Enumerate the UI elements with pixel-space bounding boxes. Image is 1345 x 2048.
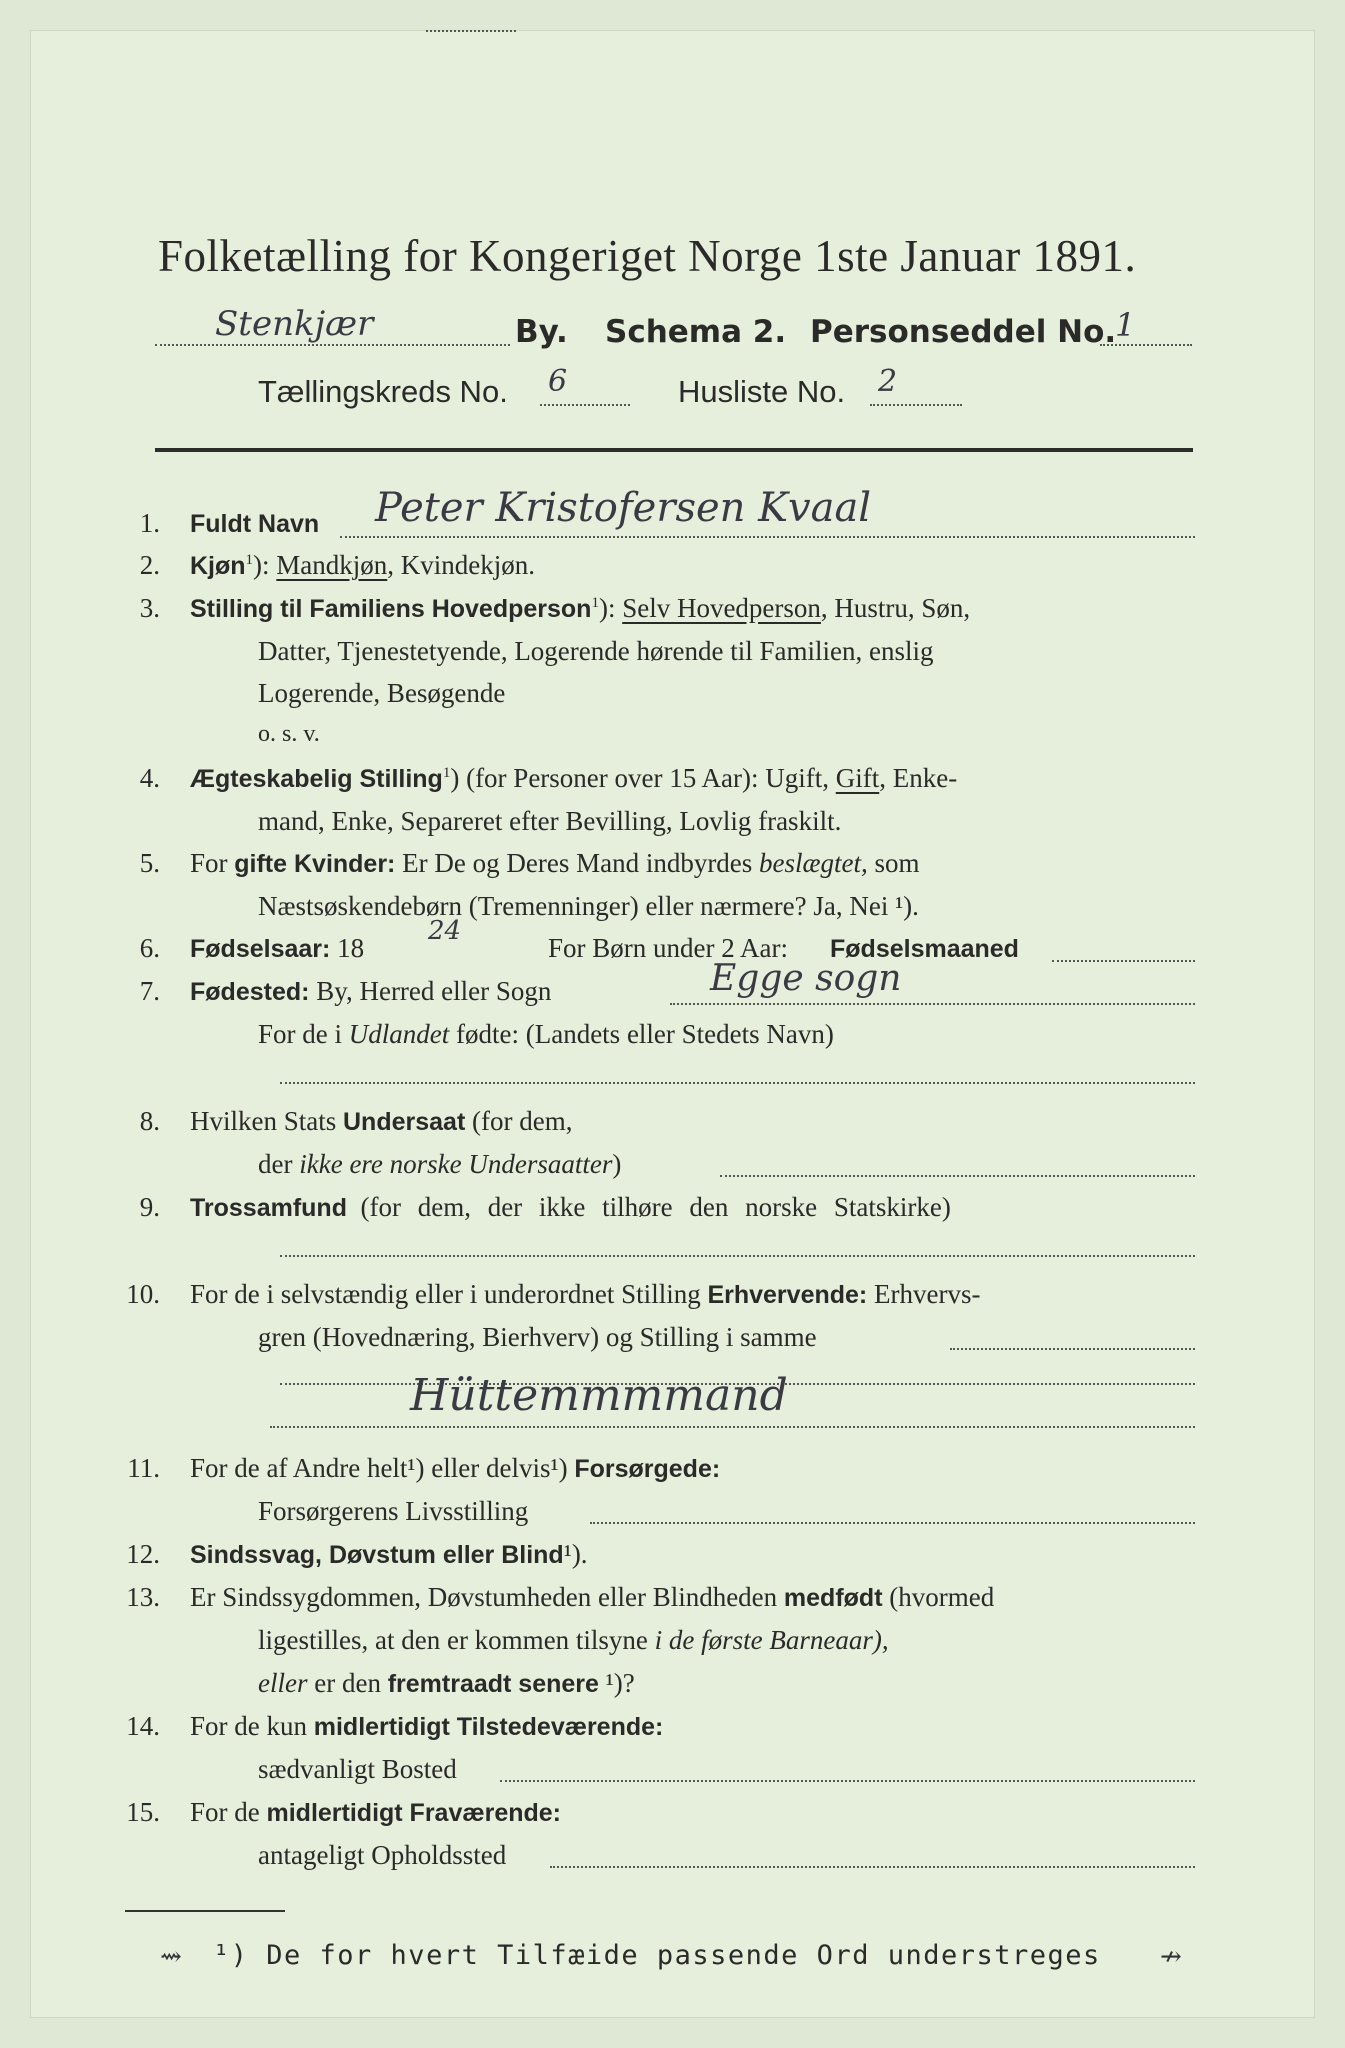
q4-pre: (for Personer over 15 Aar): Ugift, bbox=[466, 763, 836, 793]
q8-dotline bbox=[720, 1175, 1195, 1177]
q10-line2: gren (Hovednæring, Bierhverv) og Stilling i samme bbox=[258, 1322, 817, 1352]
q5-pre: For bbox=[190, 848, 235, 878]
q15-pre: For de bbox=[190, 1797, 267, 1827]
q1-name-value: Peter Kristofersen Kvaal bbox=[375, 485, 872, 531]
q6-label2: Fødselsmaaned bbox=[830, 935, 1019, 963]
footnote-text: ¹) De for hvert Tilfæide passende Ord understreges bbox=[213, 1940, 1101, 1971]
husliste-label: Husliste No. bbox=[678, 374, 846, 409]
personseddel-number: 1 bbox=[1115, 306, 1136, 344]
q3-sup: 1 bbox=[591, 595, 599, 611]
q11-row bbox=[190, 1453, 720, 1484]
q4-post: , Enke- bbox=[879, 763, 958, 793]
q6-year-dotline bbox=[426, 30, 516, 32]
q4-number: 4. bbox=[139, 763, 160, 793]
q3-line1-rest: , Hustru, Søn, bbox=[820, 593, 971, 623]
footnote-mark-right: ↛ bbox=[1160, 1942, 1182, 1972]
footnote-rule bbox=[125, 1910, 285, 1912]
personseddel-dotline bbox=[1100, 344, 1192, 346]
q11-dotline bbox=[590, 1522, 1195, 1524]
q13-row bbox=[190, 1582, 994, 1613]
q1-dotline bbox=[340, 536, 1195, 538]
q14-row bbox=[190, 1711, 663, 1742]
q10-occupation-value: Hüttemmmmand bbox=[410, 1370, 788, 1421]
footnote-mark-left: ⇝ bbox=[160, 1942, 182, 1972]
q9-dotline bbox=[280, 1255, 1195, 1257]
schema-line bbox=[155, 304, 1195, 356]
q3-number: 3. bbox=[139, 593, 160, 623]
q5-row bbox=[190, 848, 920, 879]
q13-pre: Er Sindssygdommen, Døvstumheden eller Blindheden bbox=[190, 1582, 784, 1612]
q5-mid: Er De og Deres Mand indbyrdes bbox=[395, 848, 760, 878]
q3-option-selv: Selv Hovedperson bbox=[622, 593, 821, 623]
q7-birthplace-value: Egge sogn bbox=[710, 958, 902, 999]
q13-line2-pre: ligestilles, at den er kommen tilsyne bbox=[258, 1625, 655, 1655]
form-title: Folketælling for Kongeriget Norge 1ste Januar 1891. bbox=[158, 231, 1137, 281]
husliste-number: 2 bbox=[878, 364, 898, 399]
q8-pre: Hvilken Stats bbox=[190, 1106, 343, 1136]
q10-label: Erhvervende: bbox=[707, 1281, 868, 1309]
q10-dotline-a bbox=[950, 1348, 1195, 1350]
kreds-line bbox=[258, 364, 1078, 414]
q12-end: ¹). bbox=[563, 1539, 588, 1569]
q3-line3: Logerende, Besøgende bbox=[258, 678, 506, 708]
q13-line2-italic: i de første Barneaar), bbox=[654, 1625, 889, 1655]
q7-line2-post: fødte: (Landets eller Stedets Navn) bbox=[449, 1019, 834, 1049]
q8-line2-italic: ikke ere norske Undersaatter bbox=[299, 1149, 613, 1179]
q6-row bbox=[190, 933, 364, 964]
q6-month-dotline bbox=[1052, 960, 1195, 962]
q3-label: Stilling til Familiens Hovedperson bbox=[190, 595, 592, 623]
q3-line4: o. s. v. bbox=[258, 721, 320, 747]
q8-number: 8. bbox=[139, 1106, 160, 1136]
q6-year-value: 24 bbox=[428, 916, 462, 946]
q15-line2: antageligt Opholdssted bbox=[258, 1840, 507, 1870]
q7-line2 bbox=[258, 1019, 834, 1050]
q13-line2 bbox=[258, 1625, 889, 1656]
q13-line3 bbox=[258, 1668, 635, 1699]
q4-sup: 1 bbox=[442, 765, 451, 781]
q6-number: 6. bbox=[139, 933, 160, 963]
q4-label: Ægteskabelig Stilling bbox=[190, 765, 443, 793]
q1-label: Fuldt Navn bbox=[190, 510, 320, 538]
q10-row bbox=[190, 1279, 980, 1310]
q7-text: By, Herred eller Sogn bbox=[316, 976, 552, 1006]
q11-number: 11. bbox=[127, 1453, 160, 1483]
q12-number: 12. bbox=[126, 1539, 160, 1569]
q13-line3-label: fremtraadt senere bbox=[387, 1670, 599, 1698]
q13-post: (hvormed bbox=[882, 1582, 995, 1612]
q8-row bbox=[190, 1106, 572, 1137]
q14-dotline bbox=[500, 1780, 1195, 1782]
q14-line2: sædvanligt Bosted bbox=[258, 1754, 457, 1784]
q13-line3-end: ¹)? bbox=[598, 1668, 635, 1698]
q5-label: gifte Kvinder: bbox=[234, 850, 396, 878]
q7-label: Fødested: bbox=[190, 978, 310, 1006]
by-label: By. bbox=[515, 314, 568, 350]
q2-row: Kjøn$^1$): Mandkjøn, Kvindekjøn. bbox=[190, 550, 536, 580]
q11-text: For de af Andre helt¹) eller delvis¹) bbox=[190, 1453, 575, 1483]
q14-pre: For de kun bbox=[190, 1711, 314, 1741]
q14-label: midlertidigt Tilstedeværende: bbox=[313, 1713, 664, 1741]
q4-option-gift: Gift bbox=[835, 763, 880, 793]
q6-mid: For Børn under 2 Aar: bbox=[548, 933, 788, 963]
q11-label: Forsørgede: bbox=[574, 1455, 721, 1483]
q7-row bbox=[190, 976, 551, 1007]
q8-label: Undersaat bbox=[343, 1108, 466, 1136]
q15-number: 15. bbox=[126, 1797, 160, 1827]
q4-line2: mand, Enke, Separeret efter Bevilling, Lovlig fraskilt. bbox=[258, 806, 842, 836]
q6-label: Fødselsaar: bbox=[190, 935, 331, 963]
q5-number: 5. bbox=[139, 848, 160, 878]
q2-sup: 1 bbox=[245, 552, 254, 568]
q3-row: Stilling til Familiens Hovedperson$^1$): Selv Hovedperson, Hustru, Søn, bbox=[190, 593, 971, 623]
q11-line2: Forsørgerens Livsstilling bbox=[258, 1496, 529, 1526]
q13-line3-italic: eller bbox=[258, 1668, 308, 1698]
q8-line2: der ikke ere norske Undersaatter) bbox=[258, 1149, 622, 1179]
q14-number: 14. bbox=[126, 1711, 160, 1741]
q7-abroad-dotline bbox=[280, 1082, 1195, 1084]
q12-row bbox=[190, 1539, 588, 1570]
q1-number: 1. bbox=[139, 508, 160, 538]
q2-option-mandkjon: Mandkjøn bbox=[276, 550, 388, 580]
q15-row bbox=[190, 1797, 561, 1828]
q8-post: (for dem, bbox=[465, 1106, 573, 1136]
q5-italic: beslægtet, bbox=[759, 848, 868, 878]
kreds-dotline bbox=[540, 404, 630, 406]
q13-label: medfødt bbox=[783, 1584, 883, 1612]
city-handwritten: Stenkjær bbox=[215, 304, 374, 344]
q9-text: (for dem, der ikke tilhøre den norske Statskirke) bbox=[360, 1192, 951, 1222]
kreds-number: 6 bbox=[548, 364, 568, 399]
q7-dotline bbox=[670, 1003, 1195, 1005]
q9-label: Trossamfund bbox=[190, 1194, 347, 1222]
q13-line3-mid: er den bbox=[307, 1668, 388, 1698]
q5-end: som bbox=[867, 848, 920, 878]
q7-line2-italic: Udlandet bbox=[348, 1019, 450, 1049]
q2-rest: , Kvindekjøn. bbox=[387, 550, 536, 580]
q7-number: 7. bbox=[139, 976, 160, 1006]
header-rule bbox=[155, 448, 1193, 452]
q2-label: Kjøn bbox=[190, 552, 246, 580]
city-dotline bbox=[155, 344, 510, 346]
q10-pre: For de i selvstændig eller i underordnet Stilling bbox=[190, 1279, 708, 1309]
husliste-dotline bbox=[870, 404, 962, 406]
q5-line2: Næstsøskendebørn (Tremenninger) eller nærmere? Ja, Nei ¹). bbox=[258, 891, 919, 921]
q6-prefix: 18 bbox=[337, 933, 365, 963]
q2-number: 2. bbox=[139, 550, 160, 580]
q12-label: Sindssvag, Døvstum eller Blind bbox=[190, 1541, 564, 1569]
personseddel-label: Personseddel No. bbox=[810, 314, 1117, 350]
q4-row: Ægteskabelig Stilling$^1$) (for Personer over 15 Aar): Ugift, Gift, Enke- bbox=[190, 763, 958, 793]
census-form-page bbox=[30, 30, 1315, 2018]
q7-line2-pre: For de i bbox=[258, 1019, 349, 1049]
q10-dotline-c bbox=[270, 1426, 1195, 1428]
schema-label: Schema 2. bbox=[605, 314, 787, 350]
q3-line2: Datter, Tjenestetyende, Logerende hørende til Familien, enslig bbox=[258, 636, 934, 666]
q9-row bbox=[190, 1192, 951, 1223]
q9-number: 9. bbox=[139, 1192, 160, 1222]
q10-number: 10. bbox=[126, 1279, 160, 1309]
q15-label: midlertidigt Fraværende: bbox=[266, 1799, 561, 1827]
q10-post: Erhvervs- bbox=[867, 1279, 981, 1309]
q15-dotline bbox=[550, 1866, 1195, 1868]
q8-line2-pre: der bbox=[258, 1149, 300, 1179]
q13-number: 13. bbox=[126, 1582, 160, 1612]
kreds-label: Tællingskreds No. bbox=[258, 374, 508, 409]
